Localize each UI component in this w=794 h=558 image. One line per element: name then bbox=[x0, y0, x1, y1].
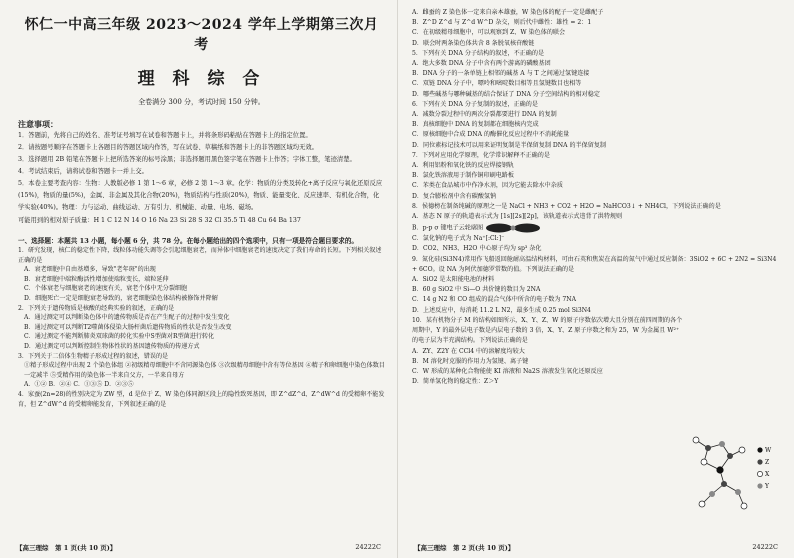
text-line: D．CO2、NH3、H2O 中心原子均为 sp³ 杂化 bbox=[412, 245, 542, 253]
text-line: C．原核细胞中合成 DNA 的酶催化反应过程中不消耗能量 bbox=[412, 131, 570, 139]
text-line: 10．某有机物分子 M 的结构如图所示，X、Y、Z、W 的原子序数依次增大且分别在前四周期的各个周期中，Y 的最外层电子数是内层电子数的 3 倍，X、Y、Z 原子序数之和为 25，W 为金属且 W²⁺ 的电子层为半充满结构。下列说法正确的是 bbox=[412, 316, 683, 345]
question-3 bbox=[18, 352, 385, 390]
atomic-masses: 可能用到的相对原子质量：H 1 C 12 N 14 O 16 Na 23 Si 28 S 32 Cl 35.5 Ti 48 Cu 64 Ba 137 bbox=[18, 217, 301, 224]
text-line: A．基态 N 原子的轨道表示式为 [1s][2s][2p]，该轨道表示式违背了洪特规则 bbox=[412, 213, 623, 221]
question-lines bbox=[412, 8, 780, 387]
question-option: C．通过测定不能判断肺炎双球菌的转化实验中S型菌对R型菌进行转化 bbox=[24, 333, 215, 341]
question-stem: 1．研究发现，核仁的稳定性下降，线粒体功能失调等会引起细胞衰老，而异体中细胞衰老的速度决定了我们寿命的长短。下列相关叙述正确的是 bbox=[18, 247, 382, 264]
question-option: D．通过测定可以判断控制生物体性状的基因遗传物质的传递方式 bbox=[24, 342, 200, 350]
legend-label: W bbox=[765, 447, 772, 454]
text-line: 6．下列有关 DNA 分子复制的叙述，正确的是 bbox=[412, 100, 538, 108]
text-line: 8．侯德榜在制备纯碱的原理之一是 NaCl + NH3 + CO2 + H2O = NaHCO3↓ + NH4Cl，下列说法正确的是 bbox=[412, 202, 721, 210]
molecule-structure-diagram bbox=[686, 430, 776, 514]
p-p-sigma-bond-icon bbox=[485, 222, 541, 234]
notes-list bbox=[18, 130, 385, 214]
text-line: C．苯类在食品城市中作净水剂，因为它能去除水中杂质 bbox=[412, 182, 563, 190]
text-span: B．p-p σ 键电子云轮廓图 bbox=[412, 224, 484, 232]
question-option: ①精子形成过程中出现 2 个染色体组 ②初级精母细胞中不含同源染色体 ③次级精母细胞中含有等位基因 ④精子和卵细胞中染色体数目一定减半 ⑤受精作用的染色体一半来自父方，一半来自母方 bbox=[24, 362, 385, 379]
text-line: A．雌蚕的 Z 染色体一定来自亲本雄蚕，W 染色体的配子一定是雌配子 bbox=[412, 9, 604, 16]
page-footer bbox=[398, 543, 794, 552]
text-line: 7．下列对应用化学原理，化学常识解释不正确的是 bbox=[412, 151, 550, 159]
question-option: A．衰老细胞中自由基增多，导致"老年斑"的出现 bbox=[24, 266, 156, 274]
question-option: A．①② B．②④ C．①③⑤ D．②③⑤ bbox=[24, 381, 134, 389]
text-line: D．复合膨松剂中含有碳酸氢钠 bbox=[412, 192, 497, 200]
question-option: B．衰老细胞中端粒酶活性增加使端粒变长，端粒延伸 bbox=[24, 275, 169, 283]
exam-subtitle: 全卷满分 300 分，考试时间 150 分钟。 bbox=[138, 98, 265, 106]
legend-label: Y bbox=[765, 483, 769, 490]
question-stem: 3．下列关于二倍体生物精子形成过程的叙述，错误的是 bbox=[18, 352, 169, 360]
question-option: B．通过测定可以判断T2噬菌体侵染大肠杆菌后遗传物质的性状是否发生改变 bbox=[24, 323, 232, 331]
text-line: D．同位素标记技术可以用来证明复制是半保留复制 DNA 的半保留复制 bbox=[412, 141, 607, 149]
text-line: D．上述反应中，每消耗 11.2 L N2，最多生成 0.25 mol Si3N4 bbox=[412, 306, 591, 314]
note-item: 4．考试结束后，请将试卷和答题卡一并上交。 bbox=[18, 168, 148, 175]
text-line: D．简单氢化物的稳定性：Z＞Y bbox=[412, 378, 499, 386]
note-item: 5．本卷主要考查内容：生物：人教版必修 1 第 1～6 章，必修 2 第 1～3 章。化学：物质的分类及转化+离子反应与氧化还原反应(15%)，物质的量(5%)，金属、非金属及其化合物(20%)，物质结构与性质(20%)，物质、能量变化、反应速率、有机化合物，化学实验(40%)。物理：力与运动、曲线运动、万有引力、机械能、动量、电场、磁场。 bbox=[18, 180, 383, 211]
text-line: A．减数分裂过程中的两次分裂都要进行 DNA 的复制 bbox=[412, 111, 557, 119]
note-item: 3．选择题用 2B 铅笔在答题卡上把所选答案的标号涂黑；非选择题用黑色签字笔在答题卡上作答；字体工整，笔迹清楚。 bbox=[18, 156, 356, 163]
text-line: A．利用铝粉和氧化铁的反应焊接钢轨 bbox=[412, 162, 514, 170]
footer-page-label: 【高三理综 第 2 页(共 10 页)】 bbox=[414, 544, 515, 552]
exam-title: 怀仁一中高三年级 2023～2024 学年上学期第三次月考 bbox=[24, 17, 379, 53]
section-heading: 一、选择题：本题共 13 小题，每小题 6 分，共 78 分。在每小题给出的四个选项中，只有一项是符合题目要求的。 bbox=[18, 237, 359, 245]
text-line: D．联会时两条染色体共含 8 条脱氧核苷酸链 bbox=[412, 39, 535, 47]
question-stem: 2．下列关于遗传物质是核酸的经典实验的叙述，正确的是 bbox=[18, 304, 175, 312]
legend-label: Z bbox=[765, 459, 770, 466]
text-line: B．Z^D Z^d 与 Z^d W^D 杂交，则后代中雌性：雄性 = 2：1 bbox=[412, 19, 592, 27]
text-line: 9．氮化硅(Si3N4)常用作飞船返回舱耐高温结构材料，可由石英和焦炭在高温的氮气中通过反应制备：3SiO2 + 6C + 2N2 = Si3N4 + 6CO。设 NA 为阿伏加德罗常数的值。下列说法正确的是 bbox=[412, 255, 777, 273]
text-line: B．M 溶化时克服的作用力为氢键、离子键 bbox=[412, 357, 529, 365]
question-option: C．个体衰老与细胞衰老的速度有关，衰老个体中无分裂细胞 bbox=[24, 285, 188, 293]
text-line bbox=[412, 222, 780, 234]
page-footer bbox=[0, 543, 397, 552]
text-line: C．W 形成的某种化合物能使 KI 溶液和 Na2S 溶液发生氧化还原反应 bbox=[412, 367, 603, 375]
page-2 bbox=[397, 0, 794, 558]
question-2 bbox=[18, 304, 385, 352]
text-line: C．在初级精母细胞中，可以观察到 Z、W 染色体的联会 bbox=[412, 29, 566, 37]
footer-code: 24222C bbox=[752, 543, 778, 551]
note-item: 1．答题前，先将自己的姓名、准考证号填写在试卷和答题卡上，并将条形码粘贴在答题卡上的指定位置。 bbox=[18, 132, 312, 139]
text-line: C．14 g N2 和 CO 组成的混合气体中所含的电子数为 7NA bbox=[412, 296, 577, 304]
text-line: A．ZY、Z2Y 在 CCl4 中的溶解度均较大 bbox=[412, 347, 525, 355]
text-line: C．氯化钠的电子式为 Na⁺[:Cl:]⁻ bbox=[412, 235, 505, 243]
text-line: B．氯化铁溶液用于制作铜印刷电路板 bbox=[412, 172, 514, 180]
legend-label: X bbox=[765, 471, 770, 478]
notes-heading: 注意事项： bbox=[18, 119, 58, 129]
note-item: 2．请按题号顺序在答题卡上各题目的答题区域内作答，写在试卷、草稿纸和答题卡上的非答题区域均无效。 bbox=[18, 144, 318, 151]
text-line: A．SiO2 是太阳能电池的材料 bbox=[412, 276, 495, 284]
text-line: A．绝大多数 DNA 分子中含有两个游离的磷酸基团 bbox=[412, 60, 551, 68]
text-line: B．DNA 分子的一条单链上相邻的碱基 A 与 T 之间通过氢键连接 bbox=[412, 70, 590, 78]
question-option: D．细胞死亡一定是细胞衰老导致的，衰老细胞染色体结构被修饰并降解 bbox=[24, 294, 218, 302]
text-line: C．双链 DNA 分子中，嘌呤和嘧啶数目相等且氢键数目也相等 bbox=[412, 80, 582, 88]
question-option: A．通过测定可以判断染色体中的遗传物质是否在产生配子的过程中发生变化 bbox=[24, 314, 230, 322]
question-4 bbox=[18, 390, 385, 409]
subject-title: 理 科 综 合 bbox=[137, 69, 266, 89]
text-line: 5．下列有关 DNA 分子结构的叙述，不正确的是 bbox=[412, 49, 545, 57]
question-stem: 4．家蚕(2n=28)的性别决定为 ZW 型，d 是位于 Z、W 染色体同源区段上的隐性致死基因，即 Z^dZ^d、Z^dW^d 的受精卵不能发育，但 Z^dW^d 的受精卵能发育，下列叙述正确的是 bbox=[18, 390, 385, 408]
text-line: B．真核细胞中 DNA 的复制都在细胞核内完成 bbox=[412, 121, 539, 129]
footer-page-label: 【高三理综 第 1 页(共 10 页)】 bbox=[16, 544, 117, 552]
question-1 bbox=[18, 246, 385, 304]
text-line: D．哪些碱基与哪种碱基的结合保证了 DNA 分子空间结构的相对稳定 bbox=[412, 90, 600, 98]
footer-code: 24222C bbox=[355, 543, 381, 551]
text-line: B．60 g SiO2 中 Si—O 共价键的数目为 2NA bbox=[412, 286, 541, 294]
